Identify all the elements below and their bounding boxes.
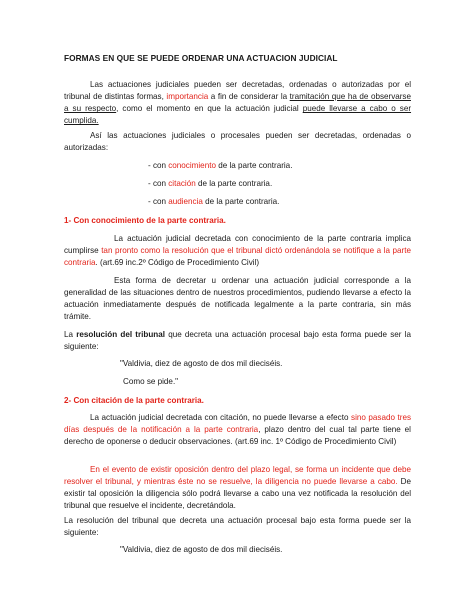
s2-p2-highlight: En el evento de existir oposición dentro del plazo legal, se forma un incidente que debe resolver el tribunal, y mientras éste no se resuelve, la diligencia no puede llevarse a cabo. [64, 465, 411, 487]
intro-text-e: , como el momento en que la actuación judicial [116, 104, 303, 114]
section-2-heading [64, 395, 411, 407]
intro-text-a: Las actuaciones judiciales pueden ser decretadas, ordenadas o autorizadas por el tribunal de distintas formas, [64, 80, 411, 102]
bullet-audiencia [148, 196, 279, 208]
section-2-title: Con citación de la parte contraria. [71, 396, 204, 405]
section-2-paragraph-2 [64, 464, 411, 512]
intro-cumplida: puede llevarse a cabo o ser cumplida. [64, 104, 412, 126]
bullet-prefix: - con [148, 179, 169, 188]
section-2-paragraph-3: La resolución del tribunal que decreta una actuación procesal bajo esta forma puede ser la siguiente: [64, 516, 411, 538]
intro-importancia: importancia [166, 92, 209, 102]
section-1-heading [64, 215, 411, 227]
s1-p3-text-a: La [64, 330, 77, 339]
bullet-citacion [148, 178, 272, 190]
bullet-prefix: - con [148, 197, 169, 206]
section-2-paragraph-1 [64, 412, 411, 448]
bullet-suffix: de la parte contraria. [215, 161, 293, 170]
s1-p3-bold: resolución del tribunal [76, 330, 165, 339]
bullet-prefix: - con [148, 161, 169, 170]
section-1-quote-line-1: "Valdivia, diez de agosto de dos mil dieciséis. [120, 359, 283, 368]
section-1-number: 1- [64, 216, 72, 225]
s2-p1-text-a: La actuación judicial decretada con citación, no puede llevarse a efecto [90, 413, 352, 422]
bullet-conocimiento [148, 160, 292, 172]
intro-text-c: a fin de considerar la [208, 92, 290, 102]
s2-p2-text-b: De existir tal oposición la diligencia sólo podrá llevarse a cabo una vez notificada la resolución del tribunal que resuelve el incidente, decretándola. [64, 477, 411, 511]
intro-tramitacion: tramitación que ha de observarse a su respecto [64, 92, 411, 114]
document-title: FORMAS EN QUE SE PUEDE ORDENAR UNA ACTUACION JUDICIAL [64, 53, 338, 63]
s1-p1-text-a: La actuación judicial decretada con conocimiento de la parte contraria implica cumplirse [64, 234, 411, 256]
s1-p1-highlight: tan pronto como la resolución que el tribunal dictó ordenándola se notifique a la parte contraria [64, 246, 411, 268]
section-2-number: 2- [64, 396, 72, 405]
section-1-title: Con conocimiento de la parte contraria. [71, 216, 226, 225]
section-1-paragraph-3 [64, 329, 411, 353]
s2-p1-highlight: sino pasado tres días después de la notificación a la parte contraria [64, 413, 411, 435]
forms-intro-paragraph: Así las actuaciones judiciales o procesales pueden ser decretadas, ordenadas o autorizadas: [64, 131, 411, 153]
intro-paragraph [64, 79, 411, 127]
bullet-suffix: de la parte contraria. [202, 197, 280, 206]
section-1-quote-line-2: Como se pide." [123, 377, 179, 386]
section-1-paragraph-1 [64, 233, 411, 269]
s1-p3-text-c: que decreta una actuación procesal bajo esta forma puede ser la siguiente: [64, 330, 411, 352]
bullet-keyword: audiencia [168, 197, 203, 206]
s1-p1-text-c: . (art.69 inc.2º Código de Procedimiento Civil) [95, 258, 260, 268]
s2-p1-text-c: , plazo dentro del cual tal parte tiene el derecho de oponerse o deducir observaciones. (art.69 inc. 1º Código de Procedimiento Civil) [64, 425, 411, 447]
section-1-paragraph-2: Esta forma de decretar u ordenar una actuación judicial corresponde a la generalidad de las situaciones dentro de nuestros procedimientos, pudiendo llevarse a efecto la actuación inmediatamente después de notificada legalmente a la parte contraria, sin más trámite. [64, 276, 411, 322]
bullet-keyword: conocimiento [168, 161, 216, 170]
bullet-suffix: de la parte contraria. [195, 179, 273, 188]
bullet-keyword: citación [168, 179, 196, 188]
section-2-quote-line-1: "Valdivia, diez de agosto de dos mil dieciséis. [120, 545, 283, 554]
